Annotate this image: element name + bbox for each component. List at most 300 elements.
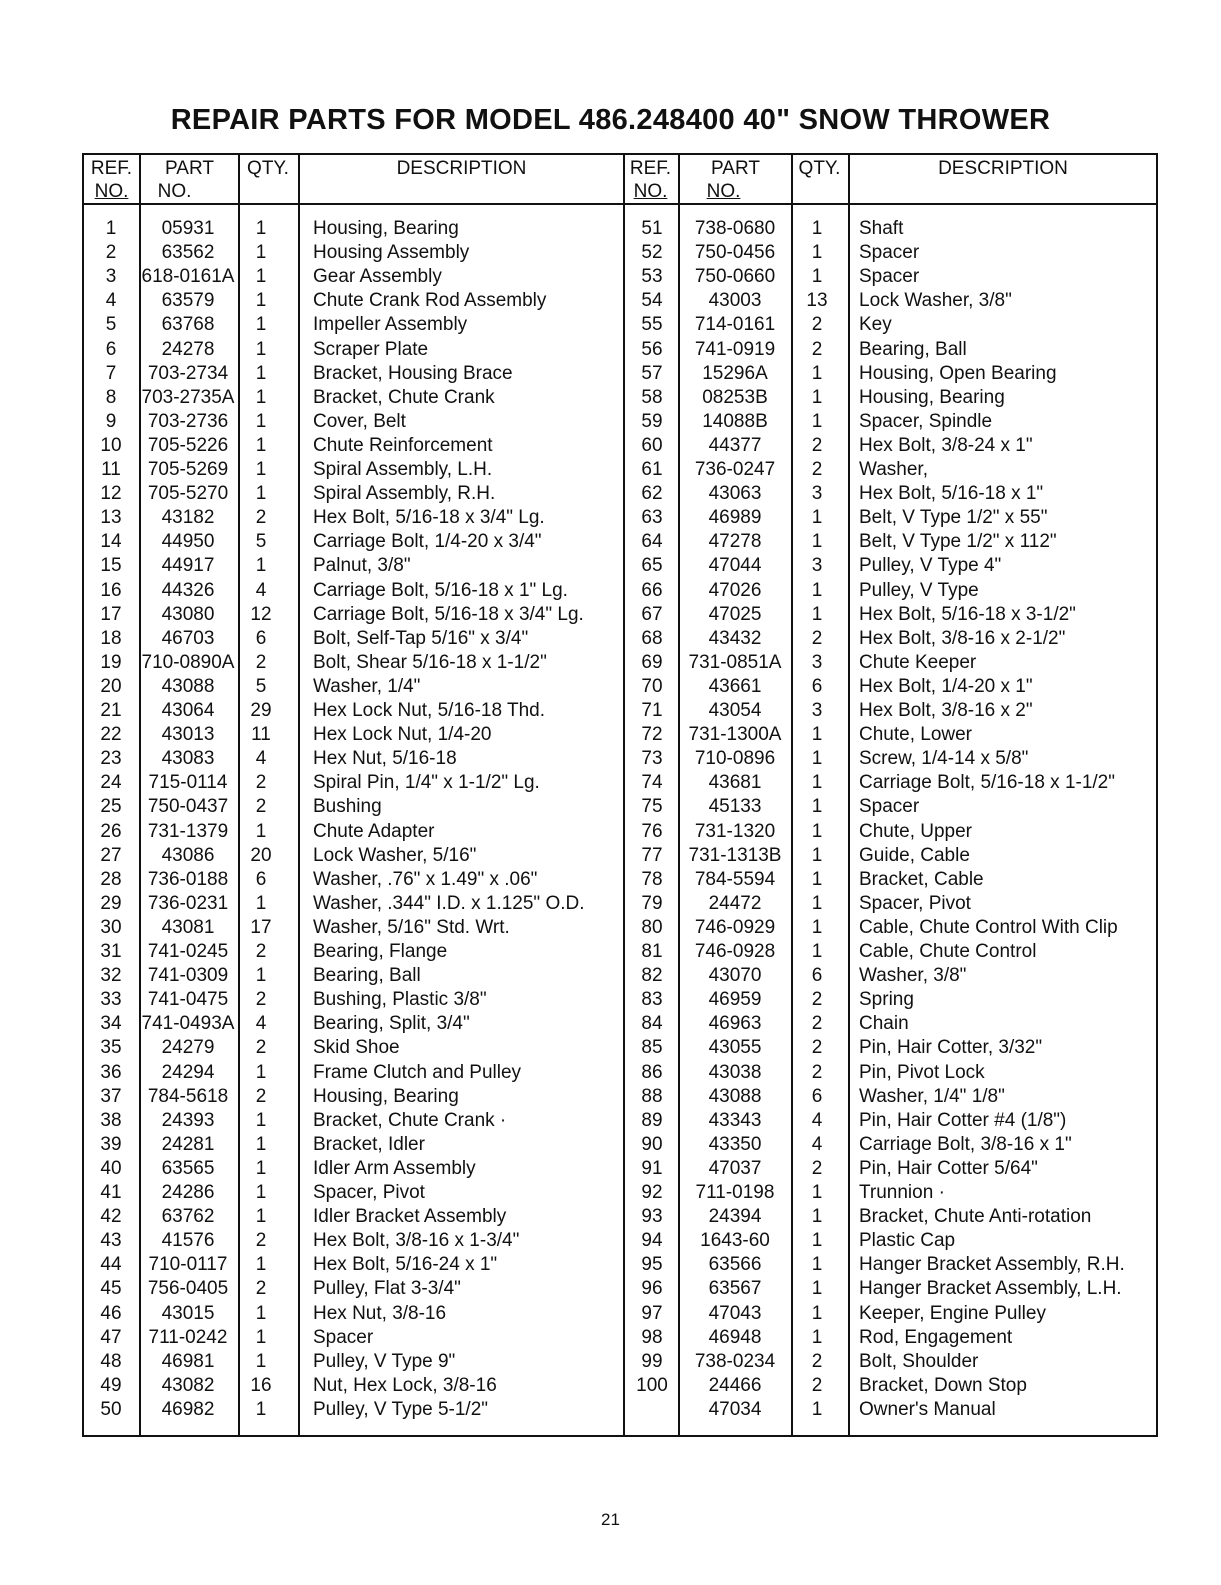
quantity-cell: 1 [255,1182,267,1203]
part-number-cell: 736-0231 [147,892,229,914]
quantity-cell: 1 [811,531,823,553]
part-number-cell: 746-0928 [694,941,776,962]
quantity-cell: 1 [255,1157,267,1179]
table-row [84,362,1156,386]
quantity-cell: 6 [811,1085,823,1107]
part-number-cell: 14088B [702,410,768,432]
table-row [84,723,1156,747]
part-number-cell: 618-0161A [141,266,235,288]
part-number-cell: 43080 [161,603,215,625]
table-row [84,217,1156,241]
part-number-cell: 63762 [161,1206,215,1228]
part-number-cell: 43055 [708,1037,762,1059]
table-row [84,844,1156,868]
part-number-cell: 741-0309 [147,965,229,987]
ref-cell: 22 [100,724,122,746]
quantity-cell: 2 [255,796,267,818]
part-number-cell: 43182 [161,507,215,529]
part-number-cell: 63768 [161,314,215,336]
quantity-cell: 1 [255,1302,267,1324]
ref-cell: 82 [641,965,663,987]
part-number-cell: 47037 [708,1157,762,1179]
ref-cell: 25 [100,796,122,818]
part-number-cell: 703-2735A [141,386,235,408]
ref-cell: 39 [100,1133,122,1155]
description-cell: Spiral Assembly, R.H. [313,483,496,505]
description-cell: Bearing, Ball [313,965,421,987]
quantity-cell: 2 [811,1374,823,1396]
description-cell: Hanger Bracket Assembly, L.H. [859,1278,1122,1300]
header-part-right: PART NO. [706,158,760,202]
quantity-cell: 1 [811,362,823,384]
part-number-cell: 43070 [708,965,762,987]
header-description-left: DESCRIPTION [396,158,527,179]
quantity-cell: 6 [811,675,823,697]
table-row [84,410,1156,434]
quantity-cell: 2 [255,507,267,529]
ref-cell: 100 [636,1374,668,1396]
quantity-cell: 2 [255,1037,267,1059]
part-number-cell: 731-0851A [688,651,782,673]
quantity-cell: 1 [255,338,267,360]
ref-cell: 84 [641,1013,663,1035]
ref-cell: 50 [100,1398,122,1420]
quantity-cell: 1 [255,1109,267,1131]
description-cell: Chute, Upper [859,820,973,842]
part-number-cell: 741-0245 [147,941,229,962]
ref-cell: 18 [100,627,122,649]
description-cell: Spring [859,989,914,1011]
ref-cell: 56 [641,338,663,360]
description-cell: Bearing, Split, 3/4" [313,1013,470,1035]
part-number-cell: 43086 [161,844,215,866]
part-number-cell: 43083 [161,748,215,770]
ref-cell: 23 [100,748,122,770]
quantity-cell: 1 [255,314,267,336]
part-number-cell: 710-0890A [141,651,235,673]
description-cell: Pin, Hair Cotter #4 (1/8") [859,1109,1067,1131]
quantity-cell: 1 [811,1302,823,1324]
ref-cell: 90 [641,1133,663,1155]
quantity-cell: 4 [811,1109,823,1131]
description-cell: Frame Clutch and Pulley [313,1061,522,1083]
part-number-cell: 715-0114 [148,772,228,794]
ref-cell: 67 [641,603,663,625]
table-row [84,771,1156,795]
description-cell: Impeller Assembly [313,314,468,336]
quantity-cell: 2 [811,989,823,1011]
ref-cell: 72 [641,724,663,746]
ref-cell: 73 [641,748,663,770]
quantity-cell: 3 [811,483,823,505]
quantity-cell: 1 [255,266,267,288]
part-number-cell: 63566 [708,1254,762,1276]
quantity-cell: 6 [811,965,823,987]
ref-cell: 78 [641,868,663,890]
quantity-cell: 2 [255,989,267,1011]
quantity-cell: 29 [250,700,272,721]
description-cell: Carriage Bolt, 5/16-18 x 1" Lg. [313,579,568,601]
ref-cell: 5 [105,314,117,336]
quantity-cell: 1 [255,965,267,987]
description-cell: Housing, Bearing [313,1085,459,1107]
ref-cell: 69 [641,651,663,673]
ref-cell: 37 [100,1085,122,1107]
ref-cell: 86 [641,1061,663,1083]
quantity-cell: 1 [255,290,267,312]
quantity-cell: 1 [255,555,267,577]
description-cell: Palnut, 3/8" [313,555,411,577]
ref-cell: 96 [641,1278,663,1300]
quantity-cell: 2 [811,1350,823,1372]
ref-cell: 27 [100,844,122,866]
description-cell: Pulley, V Type 5-1/2" [313,1398,489,1420]
ref-cell: 36 [100,1061,122,1083]
quantity-cell: 5 [255,531,267,553]
table-row [84,675,1156,699]
quantity-cell: 3 [811,651,823,673]
part-number-cell: 24472 [708,892,762,914]
ref-cell: 46 [100,1302,122,1324]
description-cell: Pulley, Flat 3-3/4" [313,1278,461,1300]
table-row [84,313,1156,337]
ref-cell: 26 [100,820,122,842]
quantity-cell: 1 [811,1182,823,1203]
ref-cell: 51 [641,218,663,239]
ref-cell: 81 [641,941,663,962]
table-row [84,1157,1156,1181]
table-row [84,988,1156,1012]
quantity-cell: 1 [811,820,823,842]
quantity-cell: 1 [811,507,823,529]
ref-cell: 79 [641,892,663,914]
quantity-cell: 2 [255,1230,267,1252]
ref-cell: 21 [100,700,122,721]
description-cell: Keeper, Engine Pulley [859,1302,1046,1324]
quantity-cell: 2 [255,1278,267,1300]
quantity-cell: 2 [811,1061,823,1083]
header-qty-right: QTY. [798,158,841,179]
part-number-cell: 24278 [161,338,215,360]
description-cell: Hex Bolt, 5/16-18 x 3-1/2" [859,603,1076,625]
part-number-cell: 703-2736 [147,410,229,432]
quantity-cell: 1 [255,1206,267,1228]
description-cell: Lock Washer, 5/16" [313,844,477,866]
description-cell: Spiral Pin, 1/4" x 1-1/2" Lg. [313,772,540,794]
description-cell: Bolt, Shear 5/16-18 x 1-1/2" [313,651,547,673]
part-number-cell: 46982 [161,1398,215,1420]
part-number-cell: 43432 [708,627,762,649]
part-number-cell: 705-5226 [147,434,229,456]
quantity-cell: 3 [811,555,823,577]
part-number-cell: 46981 [161,1350,215,1372]
quantity-cell: 1 [255,1133,267,1155]
ref-cell: 54 [641,290,663,312]
ref-cell: 85 [641,1037,663,1059]
table-row [84,1253,1156,1277]
part-number-cell: 46963 [708,1013,762,1035]
description-cell: Spacer [859,242,920,264]
quantity-cell: 11 [251,724,271,746]
description-cell: Spacer, Pivot [313,1182,425,1203]
table-row [84,434,1156,458]
ref-cell: 60 [641,434,663,456]
ref-cell: 47 [100,1326,122,1348]
ref-cell: 3 [105,266,117,288]
description-cell: Shaft [859,218,904,239]
quantity-cell: 2 [811,338,823,360]
description-cell: Washer, [859,459,928,480]
table-row [84,1398,1156,1422]
part-number-cell: 738-0680 [694,218,776,239]
description-cell: Cable, Chute Control With Clip [859,916,1118,938]
description-cell: Washer, 3/8" [859,965,967,987]
parts-table [82,153,1158,1437]
table-row [84,820,1156,844]
part-number-cell: 15296A [702,362,768,384]
part-number-cell: 43088 [161,675,215,697]
ref-cell: 55 [641,314,663,336]
quantity-cell: 12 [250,603,272,625]
ref-cell: 89 [641,1109,663,1131]
quantity-cell: 1 [255,410,267,432]
table-row [84,892,1156,916]
part-number-cell: 43015 [161,1302,215,1324]
part-number-cell: 731-1320 [694,820,776,842]
ref-cell: 92 [641,1182,663,1203]
description-cell: Carriage Bolt, 3/8-16 x 1" [859,1133,1072,1155]
part-number-cell: 43064 [161,700,215,721]
ref-cell: 97 [641,1302,663,1324]
ref-cell: 80 [641,916,663,938]
part-number-cell: 44377 [708,434,762,456]
quantity-cell: 1 [255,1326,267,1348]
ref-cell: 8 [105,386,117,408]
ref-cell: 10 [100,434,122,456]
part-number-cell: 24294 [161,1061,215,1083]
ref-cell: 58 [641,386,663,408]
quantity-cell: 2 [255,651,267,673]
part-number-cell: 741-0493A [141,1013,235,1035]
ref-cell: 53 [641,266,663,288]
part-number-cell: 43063 [708,483,762,505]
ref-cell: 49 [100,1374,122,1396]
table-row [84,795,1156,819]
description-cell: Hex Bolt, 3/8-16 x 2" [859,700,1033,721]
ref-cell: 41 [100,1182,122,1203]
ref-cell: 66 [641,579,663,601]
description-cell: Hanger Bracket Assembly, R.H. [859,1254,1125,1276]
part-number-cell: 43003 [708,290,762,312]
description-cell: Pin, Hair Cotter, 3/32" [859,1037,1043,1059]
part-number-cell: 705-5270 [147,483,229,505]
quantity-cell: 2 [811,1157,823,1179]
ref-cell: 65 [641,555,663,577]
description-cell: Bearing, Flange [313,941,448,962]
description-cell: Chute Keeper [859,651,977,673]
ref-cell: 40 [100,1157,122,1179]
ref-cell: 38 [100,1109,122,1131]
ref-cell: 70 [641,675,663,697]
part-number-cell: 63565 [161,1157,215,1179]
description-cell: Hex Bolt, 5/16-18 x 1" [859,483,1044,505]
description-cell: Idler Arm Assembly [313,1157,476,1179]
quantity-cell: 3 [811,700,823,721]
part-number-cell: 46948 [708,1326,762,1348]
ref-cell: 1 [105,218,117,239]
ref-cell: 31 [100,941,122,962]
description-cell: Chain [859,1013,909,1035]
description-cell: Spacer [859,796,920,818]
table-row [84,482,1156,506]
table-row [84,1133,1156,1157]
ref-cell: 17 [100,603,122,625]
quantity-cell: 1 [255,362,267,384]
quantity-cell: 2 [811,627,823,649]
description-cell: Spacer, Pivot [859,892,971,914]
quantity-cell: 5 [255,675,267,697]
part-number-cell: 756-0405 [147,1278,229,1300]
quantity-cell: 1 [811,1278,823,1300]
description-cell: Hex Bolt, 5/16-18 x 3/4" Lg. [313,507,545,529]
description-cell: Housing, Open Bearing [859,362,1057,384]
part-number-cell: 47026 [708,579,762,601]
table-row [84,241,1156,265]
table-row [84,1205,1156,1229]
description-cell: Hex Nut, 3/8-16 [313,1302,447,1324]
part-number-cell: 24286 [161,1182,215,1203]
table-row [84,458,1156,482]
table-row [84,338,1156,362]
part-number-cell: 46989 [708,507,762,529]
part-number-cell: 44326 [161,579,215,601]
quantity-cell: 17 [250,916,272,938]
ref-cell: 15 [100,555,122,577]
ref-cell: 64 [641,531,663,553]
table-row [84,1374,1156,1398]
description-cell: Key [859,314,892,336]
table-row [84,530,1156,554]
quantity-cell: 4 [255,1013,267,1035]
quantity-cell: 2 [811,1037,823,1059]
table-row [84,627,1156,651]
quantity-cell: 1 [811,772,823,794]
header-divider [84,203,1156,205]
part-number-cell: 746-0929 [694,916,776,938]
part-number-cell: 750-0660 [694,266,776,288]
description-cell: Washer, 1/4" [313,675,421,697]
part-number-cell: 43082 [161,1374,215,1396]
description-cell: Guide, Cable [859,844,970,866]
description-cell: Pin, Hair Cotter 5/64" [859,1157,1038,1179]
table-row [84,506,1156,530]
table-row [84,386,1156,410]
description-cell: Washer, 1/4" 1/8" [859,1085,1005,1107]
quantity-cell: 2 [255,1085,267,1107]
quantity-cell: 4 [255,748,267,770]
table-row [84,1181,1156,1205]
description-cell: Bracket, Chute Crank · [313,1109,507,1131]
ref-cell: 45 [100,1278,122,1300]
quantity-cell: 1 [811,579,823,601]
part-number-cell: 741-0919 [694,338,776,360]
ref-cell: 48 [100,1350,122,1372]
part-number-cell: 784-5618 [147,1085,229,1107]
description-cell: Bolt, Self-Tap 5/16" x 3/4" [313,627,529,649]
part-number-cell: 47025 [708,603,762,625]
table-row [84,916,1156,940]
part-number-cell: 750-0456 [694,242,776,264]
quantity-cell: 20 [250,844,272,866]
ref-cell: 12 [100,483,122,505]
ref-cell: 4 [105,290,117,312]
quantity-cell: 1 [811,1326,823,1348]
description-cell: Pulley, V Type 9" [313,1350,456,1372]
ref-cell: 33 [100,989,122,1011]
description-cell: Hex Bolt, 3/8-16 x 1-3/4" [313,1230,520,1252]
part-number-cell: 43661 [708,675,762,697]
part-number-cell: 736-0188 [147,868,229,890]
header-description-right: DESCRIPTION [938,158,1068,179]
part-number-cell: 47044 [708,555,762,577]
description-cell: Owner's Manual [859,1398,996,1420]
description-cell: Scraper Plate [313,338,429,360]
quantity-cell: 1 [811,796,823,818]
description-cell: Spacer [859,266,920,288]
part-number-cell: 44950 [161,531,215,553]
part-number-cell: 731-1300A [688,724,782,746]
description-cell: Gear Assembly [313,266,442,288]
quantity-cell: 1 [811,1398,823,1420]
part-number-cell: 711-0242 [148,1326,228,1348]
table-row [84,940,1156,964]
ref-cell: 19 [100,651,122,673]
header-ref-right: REF. NO. [629,158,672,202]
description-cell: Bushing, Plastic 3/8" [313,989,487,1011]
quantity-cell: 2 [811,434,823,456]
description-cell: Spacer [313,1326,374,1348]
part-number-cell: 47043 [708,1302,762,1324]
quantity-cell: 16 [250,1374,272,1396]
description-cell: Hex Bolt, 1/4-20 x 1" [859,675,1033,697]
description-cell: Housing Assembly [313,242,470,264]
quantity-cell: 1 [811,242,823,264]
part-number-cell: 45133 [708,796,762,818]
description-cell: Belt, V Type 1/2" x 112" [859,531,1057,553]
description-cell: Lock Washer, 3/8" [859,290,1012,312]
quantity-cell: 1 [811,266,823,288]
part-number-cell: 711-0198 [695,1182,775,1203]
quantity-cell: 1 [811,603,823,625]
description-cell: Screw, 1/4-14 x 5/8" [859,748,1029,770]
quantity-cell: 2 [255,941,267,962]
ref-cell: 11 [101,459,121,480]
description-cell: Hex Lock Nut, 5/16-18 Thd. [313,700,545,721]
description-cell: Hex Bolt, 5/16-24 x 1" [313,1254,498,1276]
quantity-cell: 6 [255,868,267,890]
part-number-cell: 736-0247 [694,459,776,480]
part-number-cell: 43038 [708,1061,762,1083]
part-number-cell: 63579 [161,290,215,312]
quantity-cell: 2 [811,314,823,336]
quantity-cell: 4 [255,579,267,601]
description-cell: Chute Adapter [313,820,435,842]
table-row [84,747,1156,771]
quantity-cell: 1 [255,218,267,239]
ref-cell: 30 [100,916,122,938]
part-number-cell: 24281 [161,1133,215,1155]
ref-cell: 93 [641,1206,663,1228]
